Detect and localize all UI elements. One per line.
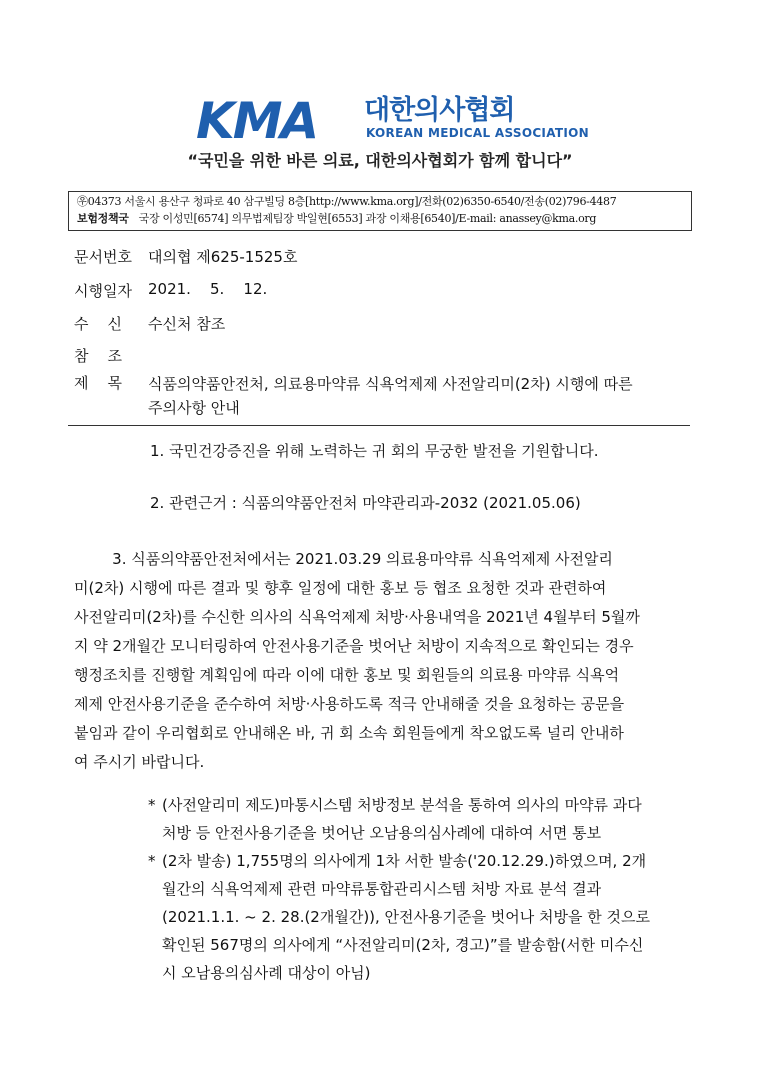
logo-korean-name: 대한의사협회 — [364, 95, 515, 126]
paragraph-3-line: 3. 식품의약품안전처에서는 2021.03.29 의료용마약류 식욕억제제 사전알리 — [74, 550, 613, 568]
subject-line-1: 식품의약품안전처, 의료용마약류 식욕억제제 사전알리미(2차) 시행에 따른 — [148, 375, 633, 393]
recipient-value: 수신처 참조 — [148, 315, 226, 333]
paragraph-3-line: 행정조치를 진행할 계획임에 따라 이에 대한 홍보 및 회원들의 의료용 마약류 식욕억 — [74, 666, 620, 684]
paragraph-3-line: 제제 안전사용기준을 준수하여 처방·사용하도록 적극 안내해줄 것을 요청하는 공문을 — [74, 695, 625, 713]
footnote-line: 시 오남용의심사례 대상이 아님) — [162, 964, 371, 982]
paragraph-3-line: 붙임과 같이 우리협회로 안내해온 바, 귀 회 소속 회원들에게 착오없도록 널리 안내하 — [74, 724, 624, 742]
header-divider — [68, 425, 690, 426]
slogan: “국민을 위한 바른 의료, 대한의사협회가 함께 합니다” — [187, 151, 573, 170]
footnote-line: (2차 발송) 1,755명의 의사에게 1차 서한 발송('20.12.29.)하였으며, 2개 — [162, 852, 647, 870]
logo-english-name: KOREAN MEDICAL ASSOCIATION — [366, 126, 589, 140]
date-label: 시행일자 — [74, 282, 132, 300]
footnote-marker: * — [148, 796, 156, 814]
subject-label: 제 목 — [74, 374, 123, 392]
logo-mark: KMA — [196, 92, 318, 150]
contact-box — [68, 191, 692, 231]
footnote-line: 처방 등 안전사용기준을 벗어난 오남용의심사례에 대하여 서면 통보 — [162, 824, 602, 842]
paragraph-2: 2. 관련근거 : 식품의약품안전처 마약관리과-2032 (2021.05.06) — [150, 494, 581, 512]
footnote-marker: * — [148, 852, 156, 870]
footnotes — [148, 791, 693, 987]
doc-number-label: 문서번호 — [74, 248, 132, 266]
footnote-line: 월간의 식욕억제제 관련 마약류통합관리시스템 처방 자료 분석 결과 — [162, 880, 602, 898]
recipient-label: 수 신 — [74, 315, 123, 333]
paragraph-3-line: 지 약 2개월간 모니터링하여 안전사용기준을 벗어난 처방이 지속적으로 확인되는 경우 — [74, 637, 634, 655]
paragraph-1: 1. 국민건강증진을 위해 노력하는 귀 회의 무궁한 발전을 기원합니다. — [150, 442, 599, 460]
footnote-line: 확인된 567명의 의사에게 “사전알리미(2차, 경고)”를 발송함(서한 미수신 — [162, 936, 644, 954]
doc-number-value: 대의협 제625-1525호 — [148, 248, 298, 266]
paragraph-3-line: 사전알리미(2차)를 수신한 의사의 식욕억제제 처방·사용내역을 2021년 4월부터 5월까 — [74, 608, 640, 626]
contact-address: ㉾04373 서울시 용산구 청파로 40 삼구빌딩 8층[http://www.kma.org]/전화(02)6350-6540/전송(02)796-4487 — [77, 195, 617, 208]
reference-label: 참 조 — [74, 347, 123, 365]
department-name: 보험정책국 — [77, 212, 129, 225]
footnote-item — [148, 847, 693, 987]
paragraph-3 — [74, 545, 690, 777]
footnote-line: (사전알리미 제도)마통시스템 처방정보 분석을 통하여 의사의 마약류 과다 — [162, 796, 642, 814]
date-value: 2021. 5. 12. — [148, 280, 268, 298]
paragraph-3-line: 미(2차) 시행에 따른 결과 및 향후 일정에 대한 홍보 등 협조 요청한 것과 관련하여 — [74, 579, 607, 597]
footnote-item — [148, 791, 693, 847]
kma-logo — [196, 92, 596, 150]
subject-value — [148, 372, 708, 420]
subject-line-2: 주의사항 안내 — [148, 399, 240, 417]
contact-staff: 국장 이성민[6574] 의무법제팀장 박일현[6553] 과장 이채용[6540]/E-mail: anassey@kma.org — [138, 212, 597, 225]
footnote-line: (2021.1.1. ~ 2. 28.(2개월간)), 안전사용기준을 벗어나 처방을 한 것으로 — [162, 908, 650, 926]
paragraph-3-line: 여 주시기 바랍니다. — [74, 753, 205, 771]
contact-staff-line — [77, 211, 596, 227]
